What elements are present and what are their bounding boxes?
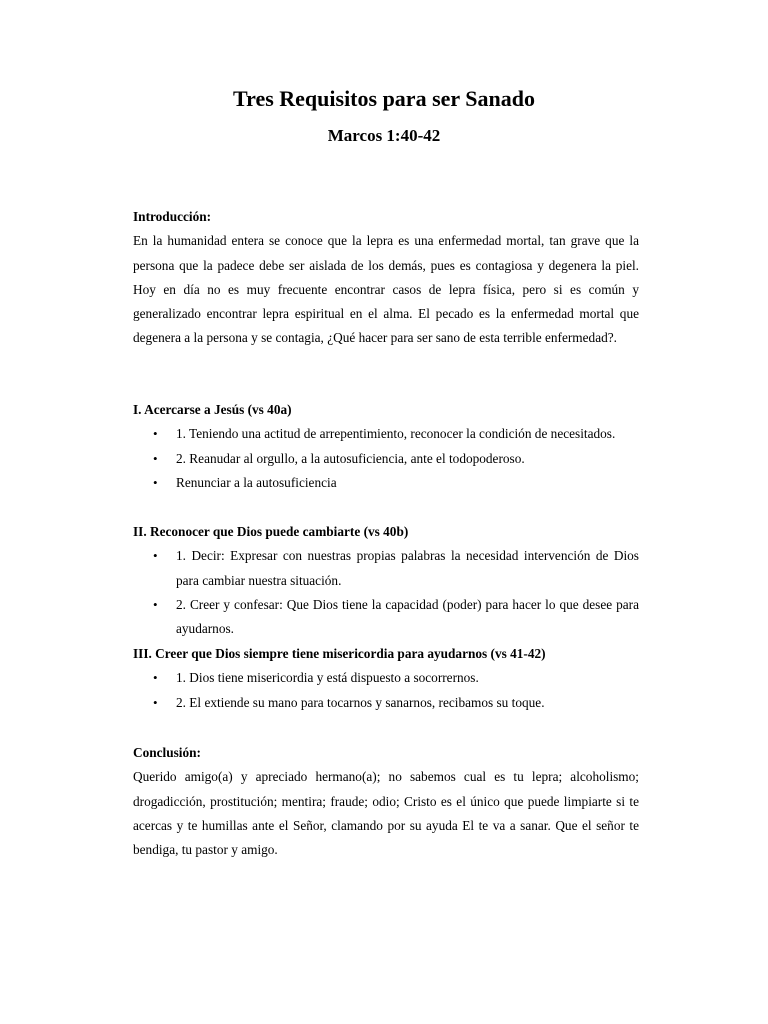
list-item [133,471,639,495]
bullet-icon: • [153,596,158,612]
list-item [133,691,639,715]
list-item-text: Renunciar a la autosuficiencia [176,474,337,490]
list-item-text: 2. Reanudar al orgullo, a la autosuficiencia, ante el todopoderoso. [176,450,525,466]
list-item [133,593,639,642]
list-item [133,422,639,446]
bullet-icon: • [153,694,158,710]
intro-paragraph: En la humanidad entera se conoce que la lepra es una enfermedad mortal, tan grave que la persona que la padece debe ser aislada de los demás, pues es contagiosa y degenera la piel. Hoy en día no es muy frecuente encontrar casos de lepra física, pero si es común y generalizado encontrar lepra espiritual en el alma. El pecado es la enfermedad mortal que degenera a la persona y se contagia, ¿Qué hacer para ser sano de esta terrible enfermedad?. [133,233,639,346]
intro-heading: Introducción: [133,209,212,224]
bullet-icon: • [153,450,158,466]
bullet-icon: • [153,474,158,490]
conclusion-section [133,741,639,862]
list-item-text: 2. El extiende su mano para tocarnos y sanarnos, recibamos su toque. [176,694,545,710]
document-title: Tres Requisitos para ser Sanado [233,86,535,111]
bullet-icon: • [153,426,158,442]
section-2-list [133,544,639,641]
conclusion-heading: Conclusión: [133,745,201,760]
list-item [133,447,639,471]
bullet-icon: • [153,548,158,564]
bullet-icon: • [153,670,158,686]
section-1 [133,398,639,495]
document-subtitle: Marcos 1:40-42 [327,126,441,145]
list-item-text: 2. Creer y confesar: Que Dios tiene la capacidad (poder) para hacer lo que desee para ayudarnos. [176,596,639,637]
conclusion-paragraph: Querido amigo(a) y apreciado hermano(a); no sabemos cual es tu lepra; alcoholismo; drogadicción, prostitución; mentira; fraude; odio; Cristo es el único que puede limpiarte si te acercas y te humillas ante el Señor, clamando por su ayuda El te va a sanar. Que el señor te bendiga, tu pastor y amigo. [133,769,639,858]
section-3-list [133,666,639,715]
list-item-text: 1. Decir: Expresar con nuestras propias palabras la necesidad intervención de Dios para cambiar nuestra situación. [176,548,639,588]
list-item-text: 1. Dios tiene misericordia y está dispuesto a socorrernos. [176,670,479,686]
section-2-heading: II. Reconocer que Dios puede cambiarte (vs 40b) [133,524,409,539]
list-item [133,666,639,690]
list-item [133,544,639,593]
section-3-heading: III. Creer que Dios siempre tiene misericordia para ayudarnos (vs 41-42) [133,646,546,661]
section-1-list [133,422,639,495]
list-item-text: 1. Teniendo una actitud de arrepentimiento, reconocer la condición de necesitados. [176,426,616,442]
section-3 [133,642,639,715]
section-1-heading: I. Acercarse a Jesús (vs 40a) [133,402,292,417]
section-2 [133,520,639,641]
intro-section [133,205,639,351]
